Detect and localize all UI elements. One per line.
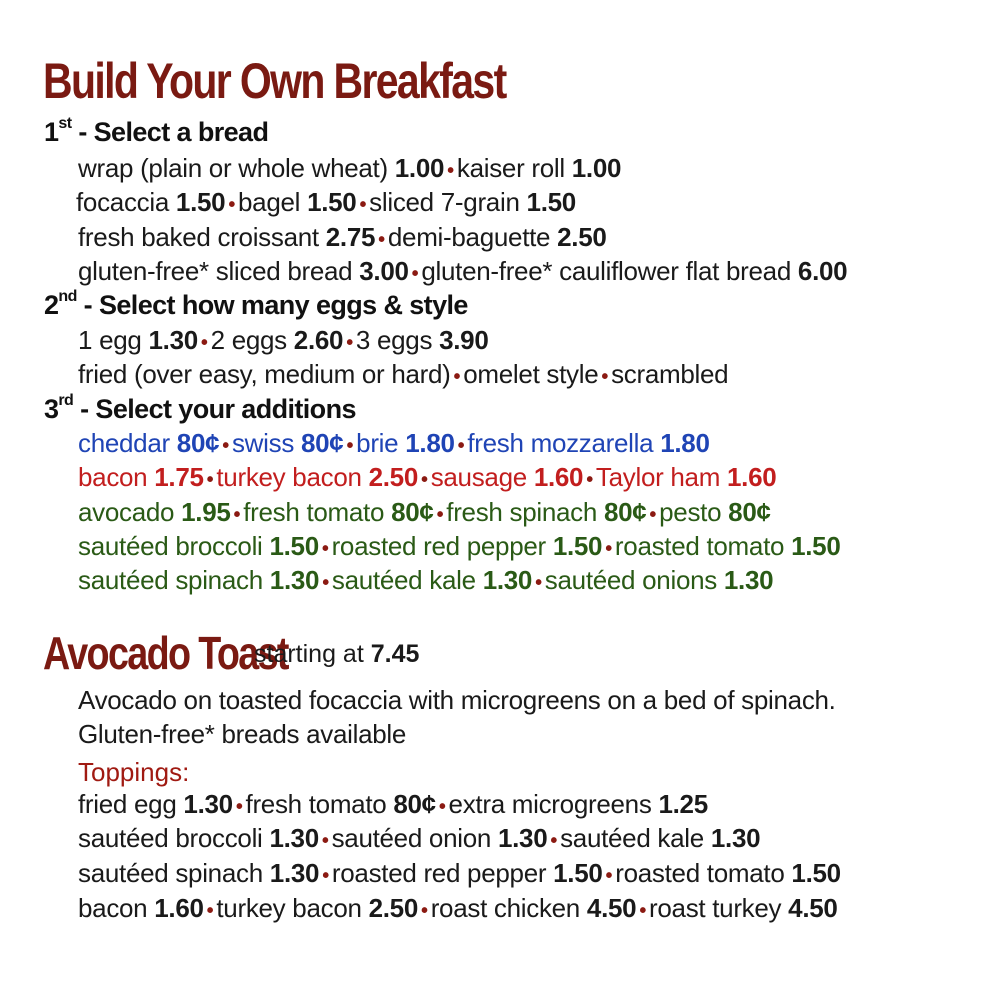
item-name: sautéed broccoli [78, 823, 270, 853]
item-name: sautéed onion [331, 823, 498, 853]
avocado-toast-starting-price: starting at 7.45 [254, 640, 420, 668]
separator-dot-icon: • [321, 538, 329, 560]
item-name: bagel [238, 187, 308, 217]
topping-line [78, 858, 841, 889]
separator-dot-icon: • [346, 332, 353, 354]
topping-line [78, 823, 760, 854]
step-2-heading: 2nd - Select how many eggs & style [44, 288, 468, 320]
item-name: turkey bacon [216, 462, 369, 492]
item-price: 1.50 [791, 858, 841, 888]
separator-dot-icon: • [222, 435, 229, 457]
separator-dot-icon: • [228, 194, 236, 216]
topping-line [78, 789, 708, 820]
item-name: sausage [430, 462, 534, 492]
item-name: bacon [78, 462, 155, 492]
separator-dot-icon: • [235, 796, 243, 818]
item-price: 1.50 [553, 858, 603, 888]
item-name: sautéed onions [544, 565, 724, 595]
bread-line [76, 187, 576, 218]
item-name: focaccia [76, 187, 176, 217]
item-price: 80¢ [391, 497, 434, 527]
item-price: 80¢ [176, 428, 220, 458]
item-name: fresh spinach [446, 497, 604, 527]
item-price: 1.30 [497, 823, 548, 853]
item-price: 2.50 [368, 462, 418, 492]
item-price: 1.80 [660, 428, 710, 458]
item-price: 1.60 [533, 462, 584, 492]
separator-dot-icon: • [447, 160, 454, 182]
bread-line [78, 222, 607, 253]
avocado-toast-title: Avocado Toast [43, 627, 288, 679]
item-price: 1.95 [181, 497, 231, 527]
bread-line [78, 256, 847, 287]
item-price: 1.80 [405, 428, 455, 458]
item-name: omelet style [463, 359, 599, 389]
separator-dot-icon: • [233, 504, 241, 526]
item-price: 80¢ [300, 428, 344, 458]
separator-dot-icon: • [346, 435, 354, 457]
item-name: avocado [78, 497, 182, 527]
item-name: roasted red pepper [331, 858, 554, 888]
item-name: brie [356, 428, 406, 458]
item-name: fresh tomato [243, 497, 392, 527]
item-price: 1.30 [183, 789, 233, 819]
separator-dot-icon: • [322, 572, 329, 594]
separator-dot-icon: • [359, 194, 367, 216]
item-name: demi-baguette [387, 222, 558, 252]
item-price: 1.60 [154, 893, 204, 923]
separator-dot-icon: • [550, 830, 558, 852]
item-price: 1.30 [148, 325, 198, 355]
item-price: 4.50 [788, 893, 838, 923]
item-price: 1.30 [269, 565, 320, 595]
item-price: 2.75 [325, 222, 376, 252]
item-name: roast chicken [430, 893, 587, 923]
separator-dot-icon: • [411, 263, 419, 285]
item-name: sautéed kale [331, 565, 483, 595]
vegetable-additions-line [78, 565, 773, 596]
item-name: cheddar [78, 428, 177, 458]
item-name: roasted tomato [614, 531, 792, 561]
vegetable-additions-line [78, 531, 840, 562]
item-name: sautéed broccoli [78, 531, 270, 561]
item-price: 3.90 [439, 325, 489, 355]
toppings-label: Toppings: [78, 757, 190, 787]
item-name: fresh baked croissant [78, 222, 326, 252]
item-price: 1.50 [552, 531, 603, 561]
separator-dot-icon: • [420, 469, 428, 491]
item-price: 1.25 [658, 789, 708, 819]
separator-dot-icon: • [453, 366, 461, 388]
item-name: roasted tomato [615, 858, 792, 888]
item-price: 1.50 [307, 187, 357, 217]
item-name: gluten-free* sliced bread [78, 256, 360, 286]
item-name: sliced 7-grain [369, 187, 527, 217]
item-name: Taylor ham [595, 462, 728, 492]
item-name: sautéed kale [560, 823, 711, 853]
item-price: 1.00 [394, 153, 445, 183]
separator-dot-icon: • [601, 366, 609, 388]
item-name: bacon [78, 893, 155, 923]
item-price: 80¢ [603, 497, 647, 527]
item-price: 1.00 [571, 153, 622, 183]
item-price: 1.60 [727, 462, 777, 492]
item-name: fried egg [78, 789, 184, 819]
item-price: 80¢ [393, 789, 436, 819]
item-name: 1 egg [78, 325, 149, 355]
item-price: 3.00 [359, 256, 409, 286]
item-name: fresh mozzarella [467, 428, 661, 458]
item-name: wrap (plain or whole wheat) [78, 153, 395, 183]
item-name: 3 eggs [355, 325, 440, 355]
item-price: 4.50 [586, 893, 637, 923]
separator-dot-icon: • [535, 572, 542, 594]
item-name: kaiser roll [456, 153, 572, 183]
separator-dot-icon: • [436, 504, 444, 526]
item-price: 1.30 [723, 565, 774, 595]
meat-additions-line [78, 462, 776, 493]
separator-dot-icon: • [321, 830, 329, 852]
item-price: 1.50 [269, 531, 319, 561]
vegetable-additions-line [78, 497, 771, 528]
topping-line [78, 893, 838, 924]
build-your-own-title: Build Your Own Breakfast [43, 53, 506, 109]
item-name: fresh tomato [245, 789, 394, 819]
item-price: 1.30 [482, 565, 533, 595]
item-price: 2.50 [368, 893, 418, 923]
item-price: 2.50 [557, 222, 607, 252]
item-name: turkey bacon [216, 893, 369, 923]
item-name: gluten-free* cauliflower flat bread [421, 256, 798, 286]
item-name: extra microgreens [448, 789, 659, 819]
item-name: fried (over easy, medium or hard) [78, 359, 451, 389]
separator-dot-icon: • [649, 504, 657, 526]
item-name: sautéed spinach [78, 858, 270, 888]
item-name: 2 eggs [210, 325, 294, 355]
item-price: 1.30 [269, 823, 319, 853]
separator-dot-icon: • [420, 900, 428, 922]
item-name: sautéed spinach [78, 565, 270, 595]
cheese-additions-line [78, 428, 710, 459]
separator-dot-icon: • [438, 796, 446, 818]
separator-dot-icon: • [639, 900, 647, 922]
separator-dot-icon: • [605, 538, 612, 560]
item-price: 1.30 [269, 858, 320, 888]
egg-style-line [78, 359, 728, 390]
separator-dot-icon: • [457, 435, 465, 457]
avocado-gluten-free-note: Gluten-free* breads available [78, 719, 407, 749]
item-name: pesto [659, 497, 729, 527]
item-name: roasted red pepper [331, 531, 553, 561]
egg-line [78, 325, 489, 356]
item-name: scrambled [611, 359, 729, 389]
item-name: roast turkey [649, 893, 789, 923]
item-price: 6.00 [797, 256, 848, 286]
item-name: swiss [231, 428, 301, 458]
bread-line [78, 153, 621, 184]
item-price: 2.60 [293, 325, 344, 355]
separator-dot-icon: • [378, 229, 385, 251]
separator-dot-icon: • [200, 332, 208, 354]
step-1-heading: 1st - Select a bread [44, 115, 269, 147]
item-price: 1.50 [791, 531, 841, 561]
item-price: 1.50 [526, 187, 576, 217]
separator-dot-icon: • [206, 469, 214, 491]
step-3-heading: 3rd - Select your additions [44, 392, 356, 424]
separator-dot-icon: • [605, 865, 613, 887]
avocado-description: Avocado on toasted focaccia with microgreens on a bed of spinach. [78, 685, 836, 715]
item-price: 1.75 [154, 462, 204, 492]
item-price: 80¢ [728, 497, 771, 527]
separator-dot-icon: • [206, 900, 214, 922]
separator-dot-icon: • [586, 469, 593, 491]
item-price: 1.30 [710, 823, 761, 853]
separator-dot-icon: • [322, 865, 329, 887]
item-price: 1.50 [175, 187, 226, 217]
